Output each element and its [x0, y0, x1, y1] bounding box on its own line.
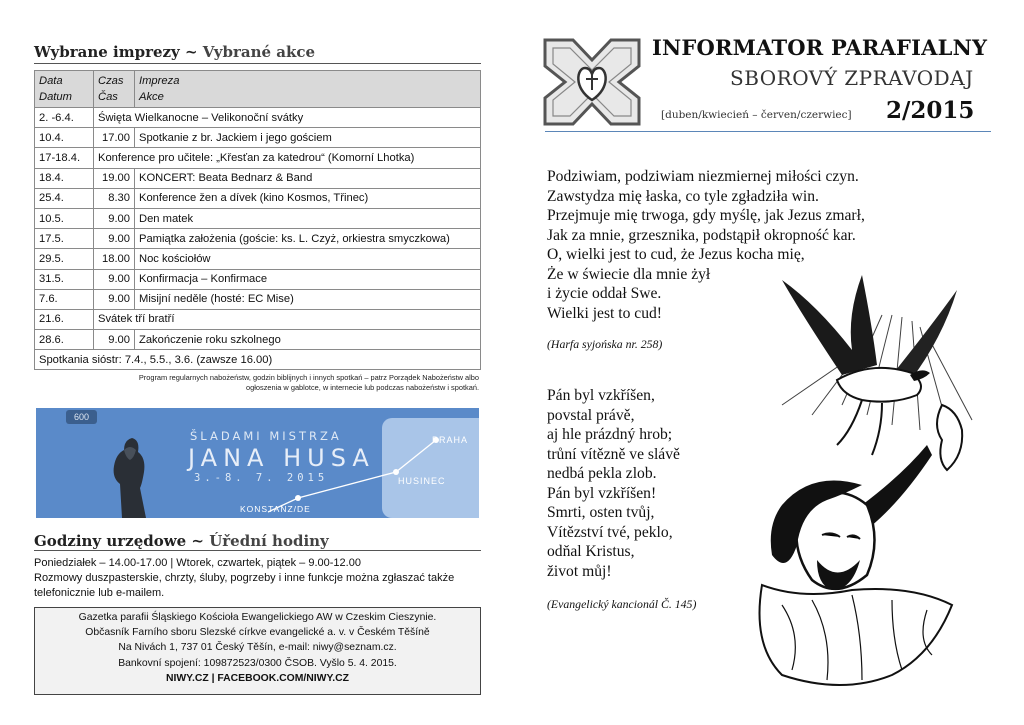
table-row: [35, 208, 481, 228]
masthead-period: [duben/kwiecień – červen/czerwiec]: [661, 109, 852, 121]
poem-line-pl: Jak za mnie, grzesznika, podstąpił okropność kar.: [547, 226, 856, 244]
table-row: [35, 249, 481, 269]
hours-heading: [34, 532, 329, 550]
heading-separator: ~: [179, 43, 203, 61]
schedule-note-line: ogłoszenia w gablotce, w internecie lub podczas nabożeństw i spotkań.: [246, 383, 479, 392]
event-time: 18.00: [94, 249, 135, 269]
table-row: [35, 309, 481, 329]
banner-dates: 3.-8. 7. 2015: [194, 472, 329, 484]
table-row: [35, 128, 481, 148]
poem-line-cz: odňal Kristus,: [547, 543, 635, 560]
event-name: Noc kościołów: [135, 249, 481, 269]
table-row: [35, 269, 481, 289]
event-name: Pamiątka założenia (goście: ks. L. Czyż, orkiestra smyczkowa): [135, 229, 481, 249]
issue-number: 2/2015: [886, 97, 975, 124]
poem-line-pl: Przejmuje mię trwoga, gdy myślę, jak Jezus zmarł,: [547, 207, 865, 224]
masthead-title-pl: INFORMATOR PARAFIALNY: [652, 35, 988, 60]
poem-line-cz: trůní vítězně ve slávě: [547, 445, 680, 463]
event-date: 31.5.: [35, 269, 94, 289]
poem-line-cz: nedbá pekla zlob.: [547, 465, 657, 482]
events-heading-rule: [34, 63, 481, 64]
footer-line: Na Nivách 1, 737 01 Český Těšín, e-mail: niwy@seznam.cz.: [118, 642, 397, 654]
banner-stop-husinec: HUSINEC: [398, 476, 446, 486]
schedule-note-line: Program regularnych nabożeństw, godzin biblijnych i innych spotkań – patrz Porządek Nabożeństw albo: [138, 373, 479, 382]
header-time-pl: Czas: [98, 75, 124, 87]
header-date-cz: Datum: [39, 91, 72, 103]
header-event: [135, 71, 481, 108]
masthead-title-cz: SBOROVÝ ZPRAVODAJ: [730, 66, 974, 90]
events-heading-pl: Wybrane imprezy: [34, 43, 180, 61]
event-name: KONCERT: Beata Bednarz & Band: [135, 168, 481, 188]
table-row: [35, 148, 481, 168]
dove-and-christ-illustration-icon: [742, 255, 987, 715]
poem-line-pl: Zawstydza mię łaska, co tyle zgładziła win.: [547, 187, 819, 205]
event-name: Den matek: [135, 208, 481, 228]
event-date: 2. -6.4.: [35, 108, 94, 128]
event-name: Zakończenie roku szkolnego: [135, 330, 481, 350]
table-row: [35, 289, 481, 309]
event-time: 19.00: [94, 168, 135, 188]
event-time: 9.00: [94, 229, 135, 249]
event-date: 18.4.: [35, 168, 94, 188]
hours-heading-rule: [34, 550, 481, 551]
poem-czech-source: (Evangelický kancionál Č. 145): [547, 597, 697, 611]
event-time: 17.00: [94, 128, 135, 148]
table-row-sisters: [35, 350, 481, 370]
event-date: 7.6.: [35, 289, 94, 309]
event-name: Konference žen a dívek (kino Kosmos, Třinec): [135, 188, 481, 208]
events-heading-cz: Vybrané akce: [202, 43, 316, 61]
poem-polish-source: (Harfa syjońska nr. 258): [547, 337, 663, 351]
event-date: 28.6.: [35, 330, 94, 350]
poem-line-pl: Wielki jest to cud!: [547, 304, 662, 322]
table-row: [35, 229, 481, 249]
schedule-note: [34, 373, 479, 393]
table-row: [35, 188, 481, 208]
sisters-meetings: Spotkania sióstr: 7.4., 5.5., 3.6. (zawsze 16.00): [35, 350, 481, 370]
footer-box: [34, 607, 481, 695]
event-name: Svátek tří bratří: [94, 309, 481, 329]
heading-separator: ~: [186, 532, 210, 550]
table-row: [35, 330, 481, 350]
jan-hus-banner: [36, 408, 479, 518]
header-event-pl: Impreza: [139, 75, 180, 87]
office-hours-line: Rozmowy duszpasterskie, chrzty, śluby, pogrzeby i inne funkcje można zgłaszać także: [34, 572, 455, 584]
poem-line-cz: život můj!: [547, 562, 612, 580]
office-hours-line: Poniedziałek – 14.00-17.00 | Wtorek, czwartek, piątek – 9.00-12.00: [34, 557, 361, 569]
poem-line-pl: Podziwiam, podziwiam niezmiernej miłości czyn.: [547, 168, 859, 185]
masthead-rule: [545, 131, 991, 132]
header-date-pl: Data: [39, 75, 63, 87]
poem-line-pl: O, wielki jest to cud, że Jezus kocha mię,: [547, 246, 805, 263]
poem-line-pl: i życie oddał Swe.: [547, 285, 662, 302]
event-date: 25.4.: [35, 188, 94, 208]
event-time: 9.00: [94, 289, 135, 309]
banner-title-line2: JANA HUSA: [188, 444, 375, 472]
footer-line: Bankovní spojení: 109872523/0300 ČSOB. Vyšlo 5. 4. 2015.: [118, 657, 397, 669]
poem-line-cz: Smrti, osten tvůj,: [547, 504, 655, 521]
event-name: Spotkanie z br. Jackiem i jego gościem: [135, 128, 481, 148]
footer-line: Gazetka parafii Śląskiego Kościoła Ewangelickiego AW w Czeskim Cieszynie.: [78, 612, 437, 623]
banner-title-line1: ŠLADAMI MISTRZA: [190, 429, 342, 443]
event-time: 8.30: [94, 188, 135, 208]
event-date: 17.5.: [35, 229, 94, 249]
banner-stop-konstanz: KONSTANZ/DE: [240, 504, 311, 514]
header-event-cz: Akce: [139, 91, 164, 103]
footer-links[interactable]: NIWY.CZ | FACEBOOK.COM/NIWY.CZ: [165, 672, 349, 684]
event-time: 9.00: [94, 330, 135, 350]
event-name: Konference pro učitele: „Křesťan za katedrou“ (Komorní Lhotka): [94, 148, 481, 168]
office-hours: [34, 556, 481, 601]
event-name: Konfirmacja – Konfirmace: [135, 269, 481, 289]
hours-heading-cz: Úřední hodiny: [209, 532, 329, 550]
banner-stop-praha: PRAHA: [432, 435, 469, 445]
events-table-body: [35, 108, 481, 370]
poem-line-cz: aj hle prázdný hrob;: [547, 426, 673, 443]
header-date: [35, 71, 94, 108]
event-date: 10.5.: [35, 208, 94, 228]
header-time-cz: Čas: [98, 91, 118, 103]
hours-heading-pl: Godziny urzędowe: [34, 532, 187, 550]
poem-line-pl: Że w świecie dla mnie żył: [547, 265, 711, 283]
event-date: 21.6.: [35, 309, 94, 329]
heart-cross-logo-icon: [543, 38, 641, 126]
event-date: 17-18.4.: [35, 148, 94, 168]
event-time: 9.00: [94, 269, 135, 289]
header-time: [94, 71, 135, 108]
poem-line-cz: Pán byl vzkříšen!: [547, 484, 657, 502]
poem-line-cz: Pán byl vzkříšen,: [547, 387, 655, 404]
event-date: 10.4.: [35, 128, 94, 148]
event-date: 29.5.: [35, 249, 94, 269]
table-row: [35, 108, 481, 128]
table-row: [35, 168, 481, 188]
event-name: Misijní neděle (hosté: EC Mise): [135, 289, 481, 309]
banner-badge: 600: [66, 410, 97, 424]
event-time: 9.00: [94, 208, 135, 228]
poem-line-cz: Vítězství tvé, peklo,: [547, 523, 673, 541]
footer-line: Občasník Farního sboru Slezské církve evangelické a. v. v Českém Těšíně: [85, 627, 430, 639]
events-table-header: [35, 71, 481, 108]
events-heading: [34, 43, 315, 61]
events-table: [34, 70, 481, 370]
poem-czech: [547, 386, 680, 581]
poem-line-cz: povstal právě,: [547, 406, 635, 424]
event-name: Święta Wielkanocne – Velikonoční svátky: [94, 108, 481, 128]
office-hours-line: telefonicznie lub e-mailem.: [34, 587, 165, 599]
